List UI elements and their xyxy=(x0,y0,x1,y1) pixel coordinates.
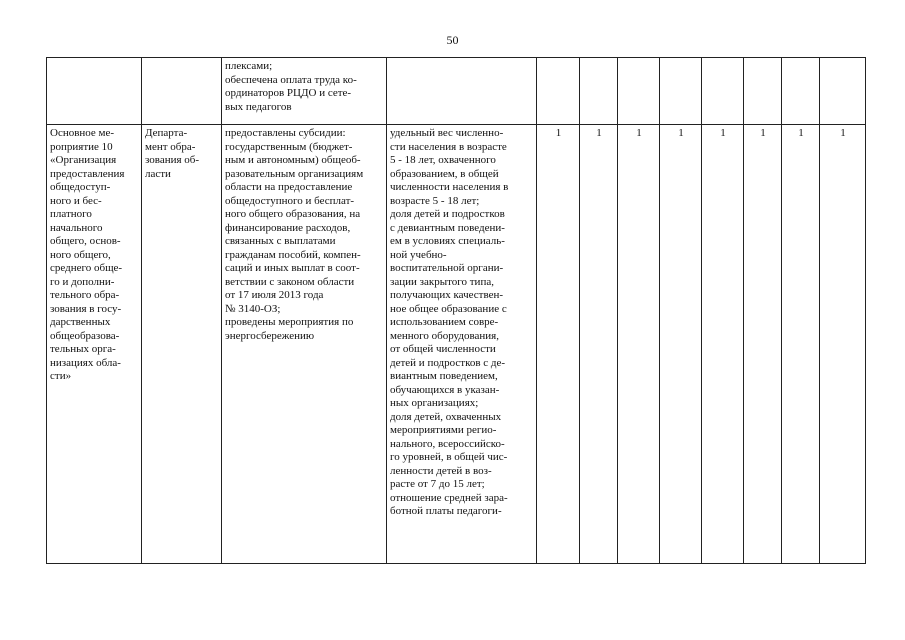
text-line: тельных орга- xyxy=(50,343,116,355)
cell-value: 1 xyxy=(580,125,618,564)
cell-value xyxy=(537,58,580,125)
text-line: удельный вес численно- xyxy=(390,127,504,139)
text-line: зования в госу- xyxy=(50,302,122,315)
table-row xyxy=(47,125,866,564)
cell-indicator xyxy=(387,125,537,564)
text-line: ординаторов РЦДО и сете- xyxy=(225,87,352,99)
text-line: детей и подростков с де- xyxy=(390,356,506,369)
text-line: дарственных xyxy=(50,316,111,328)
text-line: го и дополни- xyxy=(50,275,115,288)
cell-value xyxy=(702,58,744,125)
table-row xyxy=(47,58,866,125)
cell-executor xyxy=(142,125,222,564)
text-line: возрасте 5 - 18 лет; xyxy=(390,194,480,207)
text-line: платного xyxy=(50,208,92,220)
text-line: финансирование расходов, xyxy=(225,221,351,234)
text-line: сти населения в возрасте xyxy=(390,140,507,153)
text-line: зования об- xyxy=(145,154,200,166)
cell-result xyxy=(222,125,387,564)
text-line: образованием, в общей xyxy=(390,167,499,180)
page-number: 50 xyxy=(446,33,459,47)
text-line: ботной платы педагоги- xyxy=(390,505,502,517)
cell-value xyxy=(744,58,782,125)
cell-value: 1 xyxy=(660,125,702,564)
program-table xyxy=(46,57,866,564)
text-line: воспитательной органи- xyxy=(390,262,504,274)
text-line: низациях обла- xyxy=(50,356,121,369)
cell-executor xyxy=(142,58,222,125)
text-line: ной учебно- xyxy=(390,248,447,261)
text-line: от 17 июля 2013 года xyxy=(225,289,324,301)
cell-value xyxy=(618,58,660,125)
cell-event xyxy=(47,125,142,564)
text-line: разовательным организациям xyxy=(225,167,364,180)
text-line: связанных с выплатами xyxy=(225,235,336,247)
text-line: ласти xyxy=(145,167,171,180)
text-line: государственным (бюджет- xyxy=(225,140,353,153)
cell-value xyxy=(580,58,618,125)
cell-result xyxy=(222,58,387,125)
text-line: менного оборудования, xyxy=(390,329,499,342)
text-line: энергосбережению xyxy=(225,329,315,342)
text-line: мероприятиями регио- xyxy=(390,424,497,436)
text-line: нального, всероссийско- xyxy=(390,437,505,450)
text-line: «Организация xyxy=(50,154,117,166)
text-line: Департа- xyxy=(145,127,188,139)
text-line: доля детей, охваченных xyxy=(390,410,502,423)
text-line: сти» xyxy=(50,370,72,382)
text-line: ного общего, xyxy=(50,248,111,261)
text-line: среднего обще- xyxy=(50,262,123,274)
cell-value: 1 xyxy=(744,125,782,564)
text-line: ного и бес- xyxy=(50,194,102,207)
text-line: ного общего образования, на xyxy=(225,208,361,220)
text-line: роприятие 10 xyxy=(50,140,113,153)
text-line: зации закрытого типа, xyxy=(390,275,494,288)
text-line: от общей численности xyxy=(390,343,496,355)
cell-value: 1 xyxy=(618,125,660,564)
text-line: общеобразова- xyxy=(50,329,120,342)
text-line: доля детей и подростков xyxy=(390,208,505,220)
text-line: численности населения в xyxy=(390,181,509,193)
text-line: использованием совре- xyxy=(390,316,499,328)
text-line: Основное ме- xyxy=(50,127,115,139)
text-line: № 3140-ОЗ; xyxy=(225,302,281,315)
text-line: виантным поведением, xyxy=(390,370,498,382)
text-line: вых педагогов xyxy=(225,100,292,113)
text-line: го уровней, в общей чис- xyxy=(390,451,508,463)
text-line: с девиантным поведени- xyxy=(390,221,505,234)
cell-event xyxy=(47,58,142,125)
text-line: ленности детей в воз- xyxy=(390,464,492,477)
text-line: обеспечена оплата труда ко- xyxy=(225,73,357,86)
cell-value: 1 xyxy=(820,125,866,564)
text-line: ных организациях; xyxy=(390,397,479,409)
text-line: саций и иных выплат в соот- xyxy=(225,262,360,274)
text-line: проведены мероприятия по xyxy=(225,316,354,328)
cell-value xyxy=(660,58,702,125)
cell-indicator xyxy=(387,58,537,125)
text-line: отношение средней зара- xyxy=(390,491,508,504)
text-line: ветствии с законом области xyxy=(225,275,355,288)
text-line: общего, основ- xyxy=(50,235,121,247)
cell-value xyxy=(782,58,820,125)
cell-value xyxy=(820,58,866,125)
cell-value: 1 xyxy=(537,125,580,564)
text-line: области на предоставление xyxy=(225,181,353,193)
text-line: общедоступного и бесплат- xyxy=(225,194,355,207)
text-line: 5 - 18 лет, охваченного xyxy=(390,154,496,166)
text-line: тельного обра- xyxy=(50,289,120,301)
text-line: мент обра- xyxy=(145,140,196,153)
text-line: получающих качествен- xyxy=(390,289,504,301)
text-line: расте от 7 до 15 лет; xyxy=(390,478,485,490)
cell-value: 1 xyxy=(702,125,744,564)
text-line: обучающихся в указан- xyxy=(390,383,500,396)
text-line: предоставлены субсидии: xyxy=(225,127,346,139)
text-line: гражданам пособий, компен- xyxy=(225,248,361,261)
text-line: общедоступ- xyxy=(50,181,111,193)
text-line: ем в условиях специаль- xyxy=(390,235,505,247)
text-line: ное общее образование с xyxy=(390,302,507,315)
text-line: ным и автономным) общеоб- xyxy=(225,154,361,166)
cell-value: 1 xyxy=(782,125,820,564)
text-line: предоставления xyxy=(50,167,125,180)
text-line: начального xyxy=(50,221,103,234)
text-line: плексами; xyxy=(225,60,273,72)
